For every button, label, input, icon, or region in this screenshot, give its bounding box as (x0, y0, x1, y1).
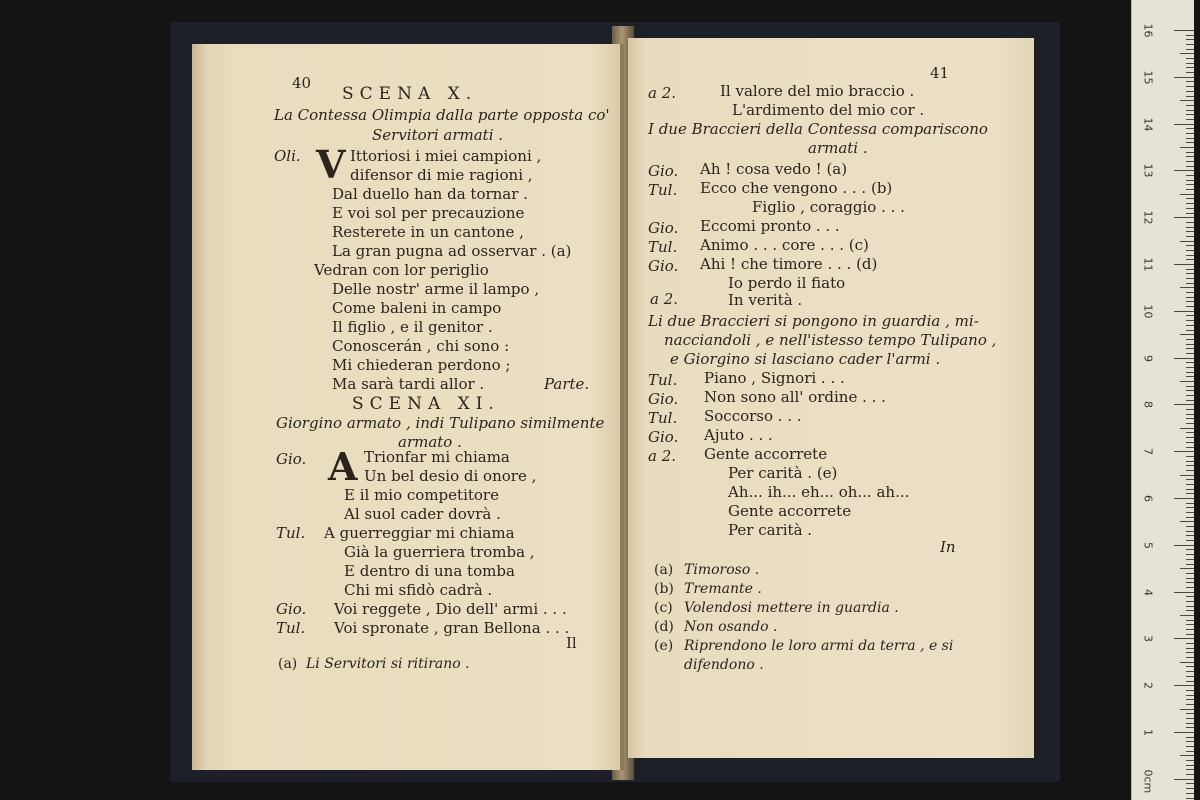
ruler-tick (1186, 105, 1194, 106)
speaker-label: Tul. (276, 619, 306, 637)
ruler-label: 8 (1141, 401, 1155, 409)
ruler-tick (1186, 769, 1194, 770)
ruler-tick (1186, 751, 1194, 752)
speaker-label: Gio. (648, 390, 679, 408)
ruler-tick (1186, 503, 1194, 504)
verse-line: Al suol cader dovrà . (344, 505, 501, 523)
ruler-tick (1186, 386, 1194, 387)
footnote-text: Timoroso . (684, 562, 760, 578)
ruler-tick (1186, 63, 1194, 64)
ruler-label: 13 (1141, 163, 1155, 178)
verse-line: Ecco che vengono . . . (b) (700, 179, 893, 197)
ruler-tick (1186, 564, 1194, 565)
ruler-tick (1186, 339, 1194, 340)
ruler-label: 2 (1141, 682, 1155, 690)
ruler-label: 0cm (1141, 769, 1155, 794)
ruler-tick (1186, 489, 1194, 490)
ruler-label: 10 (1141, 304, 1155, 319)
ruler-tick (1186, 315, 1194, 316)
ruler-tick (1180, 381, 1194, 382)
ruler-tick (1186, 676, 1194, 677)
verse-line: Un bel desio di onore , (364, 467, 537, 485)
ruler-label: 1 (1141, 729, 1155, 736)
ruler-tick (1186, 142, 1194, 143)
left-page (192, 44, 624, 770)
ruler-tick (1186, 620, 1194, 621)
ruler-tick (1186, 587, 1194, 588)
ruler-tick (1186, 624, 1194, 625)
ruler-label: 4 (1141, 588, 1155, 596)
ruler-tick (1186, 184, 1194, 185)
ruler-tick (1186, 213, 1194, 214)
verse-line: Io perdo il fiato (728, 274, 846, 292)
ruler-tick (1186, 175, 1194, 176)
ruler-tick (1186, 180, 1194, 181)
ruler-tick (1186, 699, 1194, 700)
ruler-tick (1186, 582, 1194, 583)
verse-line: difensor di mie ragioni , (350, 166, 533, 184)
ruler-tick (1186, 255, 1194, 256)
ruler-tick (1186, 746, 1194, 747)
verse-line: In verità . (728, 291, 803, 309)
ruler-tick (1186, 283, 1194, 284)
footnote-text: difendono . (684, 657, 764, 673)
ruler-label: 5 (1141, 541, 1155, 549)
ruler-tick (1186, 601, 1194, 602)
ruler-tick (1186, 517, 1194, 518)
verse-line: Ahi ! che timore . . . (d) (700, 255, 878, 273)
ruler-tick (1186, 423, 1194, 424)
ruler-tick (1186, 198, 1194, 199)
ruler-tick (1186, 704, 1194, 705)
verse-line: Ittoriosi i miei campioni , (350, 147, 542, 165)
stage-direction: nacciandoli , e nell'istesso tempo Tulipano , (664, 331, 997, 349)
verse-line: Ajuto . . . (704, 426, 773, 444)
ruler-tick (1186, 273, 1194, 274)
ruler-tick (1186, 531, 1194, 532)
ruler-tick (1174, 592, 1194, 593)
verse-line: Gente accorrete (728, 502, 852, 520)
ruler-tick (1180, 428, 1194, 429)
ruler-tick (1186, 737, 1194, 738)
verse-line: Piano , Signori . . . (704, 369, 845, 387)
ruler-tick (1180, 615, 1194, 616)
ruler-tick (1186, 119, 1194, 120)
scene-heading: SCENA X. (342, 84, 478, 104)
verse-line: E dentro di una tomba (344, 562, 515, 580)
ruler-tick (1186, 535, 1194, 536)
ruler-tick (1186, 643, 1194, 644)
ruler-tick (1186, 573, 1194, 574)
ruler-tick (1186, 138, 1194, 139)
ruler-tick (1186, 114, 1194, 115)
ruler-tick (1186, 166, 1194, 167)
ruler-tick (1186, 367, 1194, 368)
speaker-label: Gio. (276, 450, 307, 468)
measurement-ruler (1131, 0, 1194, 800)
footnote-text: Li Servitori si ritirano . (306, 656, 470, 672)
ruler-tick (1186, 67, 1194, 68)
ruler-tick (1186, 648, 1194, 649)
drop-cap: A (328, 444, 358, 489)
ruler-tick (1186, 222, 1194, 223)
ruler-tick (1186, 657, 1194, 658)
ruler-tick (1186, 133, 1194, 134)
ruler-tick (1180, 147, 1194, 148)
ruler-label: 15 (1141, 70, 1155, 85)
verse-line: Figlio , coraggio . . . (752, 198, 905, 216)
ruler-tick (1186, 526, 1194, 527)
speaker-label: Tul. (276, 524, 306, 542)
speaker-label: a 2. (650, 290, 679, 308)
ruler-tick (1186, 81, 1194, 82)
ruler-tick (1186, 301, 1194, 302)
verse-line: A guerreggiar mi chiama (324, 524, 515, 542)
ruler-tick (1186, 189, 1194, 190)
right-page (628, 38, 1034, 758)
ruler-tick (1186, 409, 1194, 410)
verse-line: E il mio competitore (344, 486, 499, 504)
stage-direction: La Contessa Olimpia dalla parte opposta co' (274, 106, 610, 124)
footnote-mark: (e) (654, 638, 674, 654)
ruler-tick (1186, 269, 1194, 270)
ruler-tick (1186, 512, 1194, 513)
ruler-tick (1174, 264, 1194, 265)
ruler-tick (1174, 77, 1194, 78)
verse-line: Voi reggete , Dio dell' armi . . . (334, 600, 567, 618)
ruler-tick (1186, 110, 1194, 111)
speaker-label: Tul. (648, 181, 678, 199)
ruler-tick (1180, 662, 1194, 663)
ruler-label: 7 (1141, 448, 1155, 456)
ruler-tick (1186, 376, 1194, 377)
ruler-tick (1186, 344, 1194, 345)
ruler-tick (1186, 727, 1194, 728)
stage-direction: armati . (808, 139, 868, 157)
speaker-label: Gio. (648, 428, 679, 446)
speaker-label: Gio. (648, 219, 679, 237)
stage-direction: Servitori armati . (372, 126, 504, 144)
verse-line: Ah... ih... eh... oh... ah... (728, 483, 910, 501)
ruler-tick (1186, 596, 1194, 597)
ruler-tick (1186, 442, 1194, 443)
ruler-tick (1186, 49, 1194, 50)
verse-line: Già la guerriera tromba , (344, 543, 535, 561)
ruler-tick (1186, 418, 1194, 419)
ruler-tick (1186, 390, 1194, 391)
ruler-tick (1186, 292, 1194, 293)
ruler-tick (1186, 353, 1194, 354)
footnote-mark: (a) (278, 656, 298, 672)
ruler-label: 16 (1141, 23, 1155, 38)
drop-cap: V (316, 142, 346, 187)
ruler-tick (1174, 545, 1194, 546)
verse-line: Per carità . (e) (728, 464, 838, 482)
ruler-tick (1186, 741, 1194, 742)
speaker-label: Gio. (648, 162, 679, 180)
verse-line: Animo . . . core . . . (c) (700, 236, 869, 254)
ruler-tick (1186, 395, 1194, 396)
ruler-tick (1186, 788, 1194, 789)
ruler-label: 12 (1141, 210, 1155, 225)
ruler-tick (1186, 793, 1194, 794)
stage-direction: armato . (398, 433, 462, 451)
ruler-tick (1180, 241, 1194, 242)
catchword: In (940, 538, 956, 556)
ruler-tick (1186, 760, 1194, 761)
footnote-text: Volendosi mettere in guardia . (684, 600, 899, 616)
ruler-tick (1186, 713, 1194, 714)
ruler-tick (1180, 568, 1194, 569)
ruler-tick (1186, 325, 1194, 326)
ruler-tick (1186, 470, 1194, 471)
ruler-tick (1186, 554, 1194, 555)
ruler-tick (1186, 259, 1194, 260)
ruler-tick (1186, 437, 1194, 438)
stage-direction: Giorgino armato , indi Tulipano similmente (276, 414, 605, 432)
ruler-tick (1180, 100, 1194, 101)
ruler-tick (1186, 362, 1194, 363)
ruler-tick (1180, 475, 1194, 476)
ruler-tick (1186, 161, 1194, 162)
ruler-tick (1186, 91, 1194, 92)
ruler-tick (1174, 358, 1194, 359)
ruler-tick (1186, 690, 1194, 691)
ruler-tick (1186, 400, 1194, 401)
speaker-label: Gio. (648, 257, 679, 275)
ruler-tick (1174, 311, 1194, 312)
ruler-tick (1186, 671, 1194, 672)
stage-direction: I due Braccieri della Contessa compariscono (648, 120, 988, 138)
verse-line: Delle nostr' arme il lampo , (332, 280, 540, 298)
ruler-tick (1186, 39, 1194, 40)
ruler-tick (1186, 765, 1194, 766)
ruler-tick (1186, 231, 1194, 232)
speaker-label: Oli. (274, 147, 301, 165)
ruler-tick (1180, 755, 1194, 756)
ruler-tick (1174, 451, 1194, 452)
ruler-tick (1186, 320, 1194, 321)
ruler-tick (1186, 152, 1194, 153)
ruler-tick (1186, 465, 1194, 466)
catchword: Il (566, 634, 577, 652)
ruler-label: 3 (1141, 635, 1155, 643)
ruler-tick (1186, 695, 1194, 696)
ruler-tick (1180, 334, 1194, 335)
ruler-tick (1186, 629, 1194, 630)
ruler-label: 14 (1141, 117, 1155, 132)
verse-line: L'ardimento del mio cor . (732, 101, 925, 119)
footnote-mark: (d) (654, 619, 674, 635)
exit-direction: Parte. (544, 375, 590, 393)
verse-line: Mi chiederan perdono ; (332, 356, 511, 374)
verse-line: Gente accorrete (704, 445, 828, 463)
ruler-tick (1174, 124, 1194, 125)
ruler-tick (1174, 404, 1194, 405)
ruler-tick (1186, 227, 1194, 228)
ruler-tick (1186, 461, 1194, 462)
verse-line: Voi spronate , gran Bellona . . . (334, 619, 570, 637)
speaker-label: Tul. (648, 238, 678, 256)
ruler-tick (1186, 723, 1194, 724)
ruler-tick (1186, 606, 1194, 607)
speaker-label: a 2. (648, 84, 677, 102)
ruler-tick (1186, 330, 1194, 331)
verse-line: Vedran con lor periglio (314, 261, 489, 279)
page-number: 40 (292, 74, 312, 92)
ruler-tick (1186, 297, 1194, 298)
ruler-tick (1186, 250, 1194, 251)
ruler-tick (1186, 507, 1194, 508)
footnote-mark: (c) (654, 600, 673, 616)
ruler-tick (1186, 774, 1194, 775)
ruler-tick (1174, 638, 1194, 639)
ruler-tick (1186, 666, 1194, 667)
ruler-tick (1186, 96, 1194, 97)
verse-line: Dal duello han da tornar . (332, 185, 528, 203)
stage-direction: Li due Braccieri si pongono in guardia , mi- (648, 312, 979, 330)
ruler-tick (1186, 58, 1194, 59)
ruler-tick (1186, 681, 1194, 682)
verse-line: Per carità . (728, 521, 813, 539)
footnote-mark: (b) (654, 581, 674, 597)
ruler-tick (1186, 203, 1194, 204)
ruler-tick (1186, 208, 1194, 209)
verse-line: Trionfar mi chiama (364, 448, 510, 466)
footnote-text: Non osando . (684, 619, 778, 635)
ruler-tick (1186, 783, 1194, 784)
ruler-tick (1186, 72, 1194, 73)
verse-line: Resterete in un cantone , (332, 223, 524, 241)
ruler-tick (1186, 610, 1194, 611)
verse-line: Come baleni in campo (332, 299, 502, 317)
ruler-tick (1174, 685, 1194, 686)
ruler-tick (1174, 217, 1194, 218)
stage-direction: e Giorgino si lasciano cader l'armi . (670, 350, 941, 368)
ruler-tick (1186, 479, 1194, 480)
ruler-tick (1186, 634, 1194, 635)
ruler-tick (1186, 456, 1194, 457)
verse-line: Il figlio , e il genitor . (332, 318, 493, 336)
ruler-tick (1186, 447, 1194, 448)
verse-line: Ma sarà tardi allor . (332, 375, 485, 393)
ruler-tick (1174, 779, 1194, 780)
speaker-label: Gio. (276, 600, 307, 618)
ruler-tick (1180, 521, 1194, 522)
verse-line: Chi mi sfidò cadrà . (344, 581, 493, 599)
ruler-label: 11 (1141, 257, 1155, 272)
verse-line: La gran pugna ad osservar . (a) (332, 242, 572, 260)
scene-heading: SCENA XI. (352, 394, 500, 414)
ruler-tick (1180, 53, 1194, 54)
ruler-tick (1186, 559, 1194, 560)
ruler-tick (1186, 44, 1194, 45)
verse-line: Soccorso . . . (704, 407, 802, 425)
speaker-label: a 2. (648, 447, 677, 465)
ruler-tick (1186, 35, 1194, 36)
ruler-tick (1186, 128, 1194, 129)
page-number: 41 (930, 64, 950, 82)
verse-line: Eccomi pronto . . . (700, 217, 840, 235)
footnote-text: Riprendono le loro armi da terra , e si (684, 638, 954, 654)
ruler-label: 6 (1141, 495, 1155, 502)
ruler-tick (1186, 278, 1194, 279)
ruler-tick (1186, 86, 1194, 87)
ruler-tick (1186, 798, 1194, 799)
verse-line: Ah ! cosa vedo ! (a) (700, 160, 848, 178)
footnote-mark: (a) (654, 562, 674, 578)
ruler-label: 9 (1141, 354, 1155, 362)
speaker-label: Tul. (648, 371, 678, 389)
ruler-tick (1186, 156, 1194, 157)
ruler-tick (1186, 245, 1194, 246)
verse-line: E voi sol per precauzione (332, 204, 525, 222)
ruler-tick (1186, 652, 1194, 653)
ruler-tick (1186, 718, 1194, 719)
ruler-tick (1186, 372, 1194, 373)
footnote-text: Tremante . (684, 581, 762, 597)
ruler-tick (1186, 540, 1194, 541)
ruler-tick (1186, 432, 1194, 433)
ruler-tick (1186, 493, 1194, 494)
ruler-tick (1186, 549, 1194, 550)
speaker-label: Tul. (648, 409, 678, 427)
ruler-tick (1186, 414, 1194, 415)
ruler-tick (1180, 709, 1194, 710)
ruler-tick (1186, 306, 1194, 307)
ruler-tick (1174, 498, 1194, 499)
ruler-tick (1174, 732, 1194, 733)
ruler-tick (1186, 348, 1194, 349)
ruler-tick (1186, 236, 1194, 237)
ruler-tick (1186, 484, 1194, 485)
verse-line: Non sono all' ordine . . . (704, 388, 886, 406)
ruler-tick (1186, 578, 1194, 579)
ruler-tick (1174, 30, 1194, 31)
ruler-tick (1174, 170, 1194, 171)
verse-line: Il valore del mio braccio . (720, 82, 915, 100)
ruler-tick (1180, 287, 1194, 288)
ruler-tick (1180, 194, 1194, 195)
verse-line: Conoscerán , chi sono : (332, 337, 510, 355)
